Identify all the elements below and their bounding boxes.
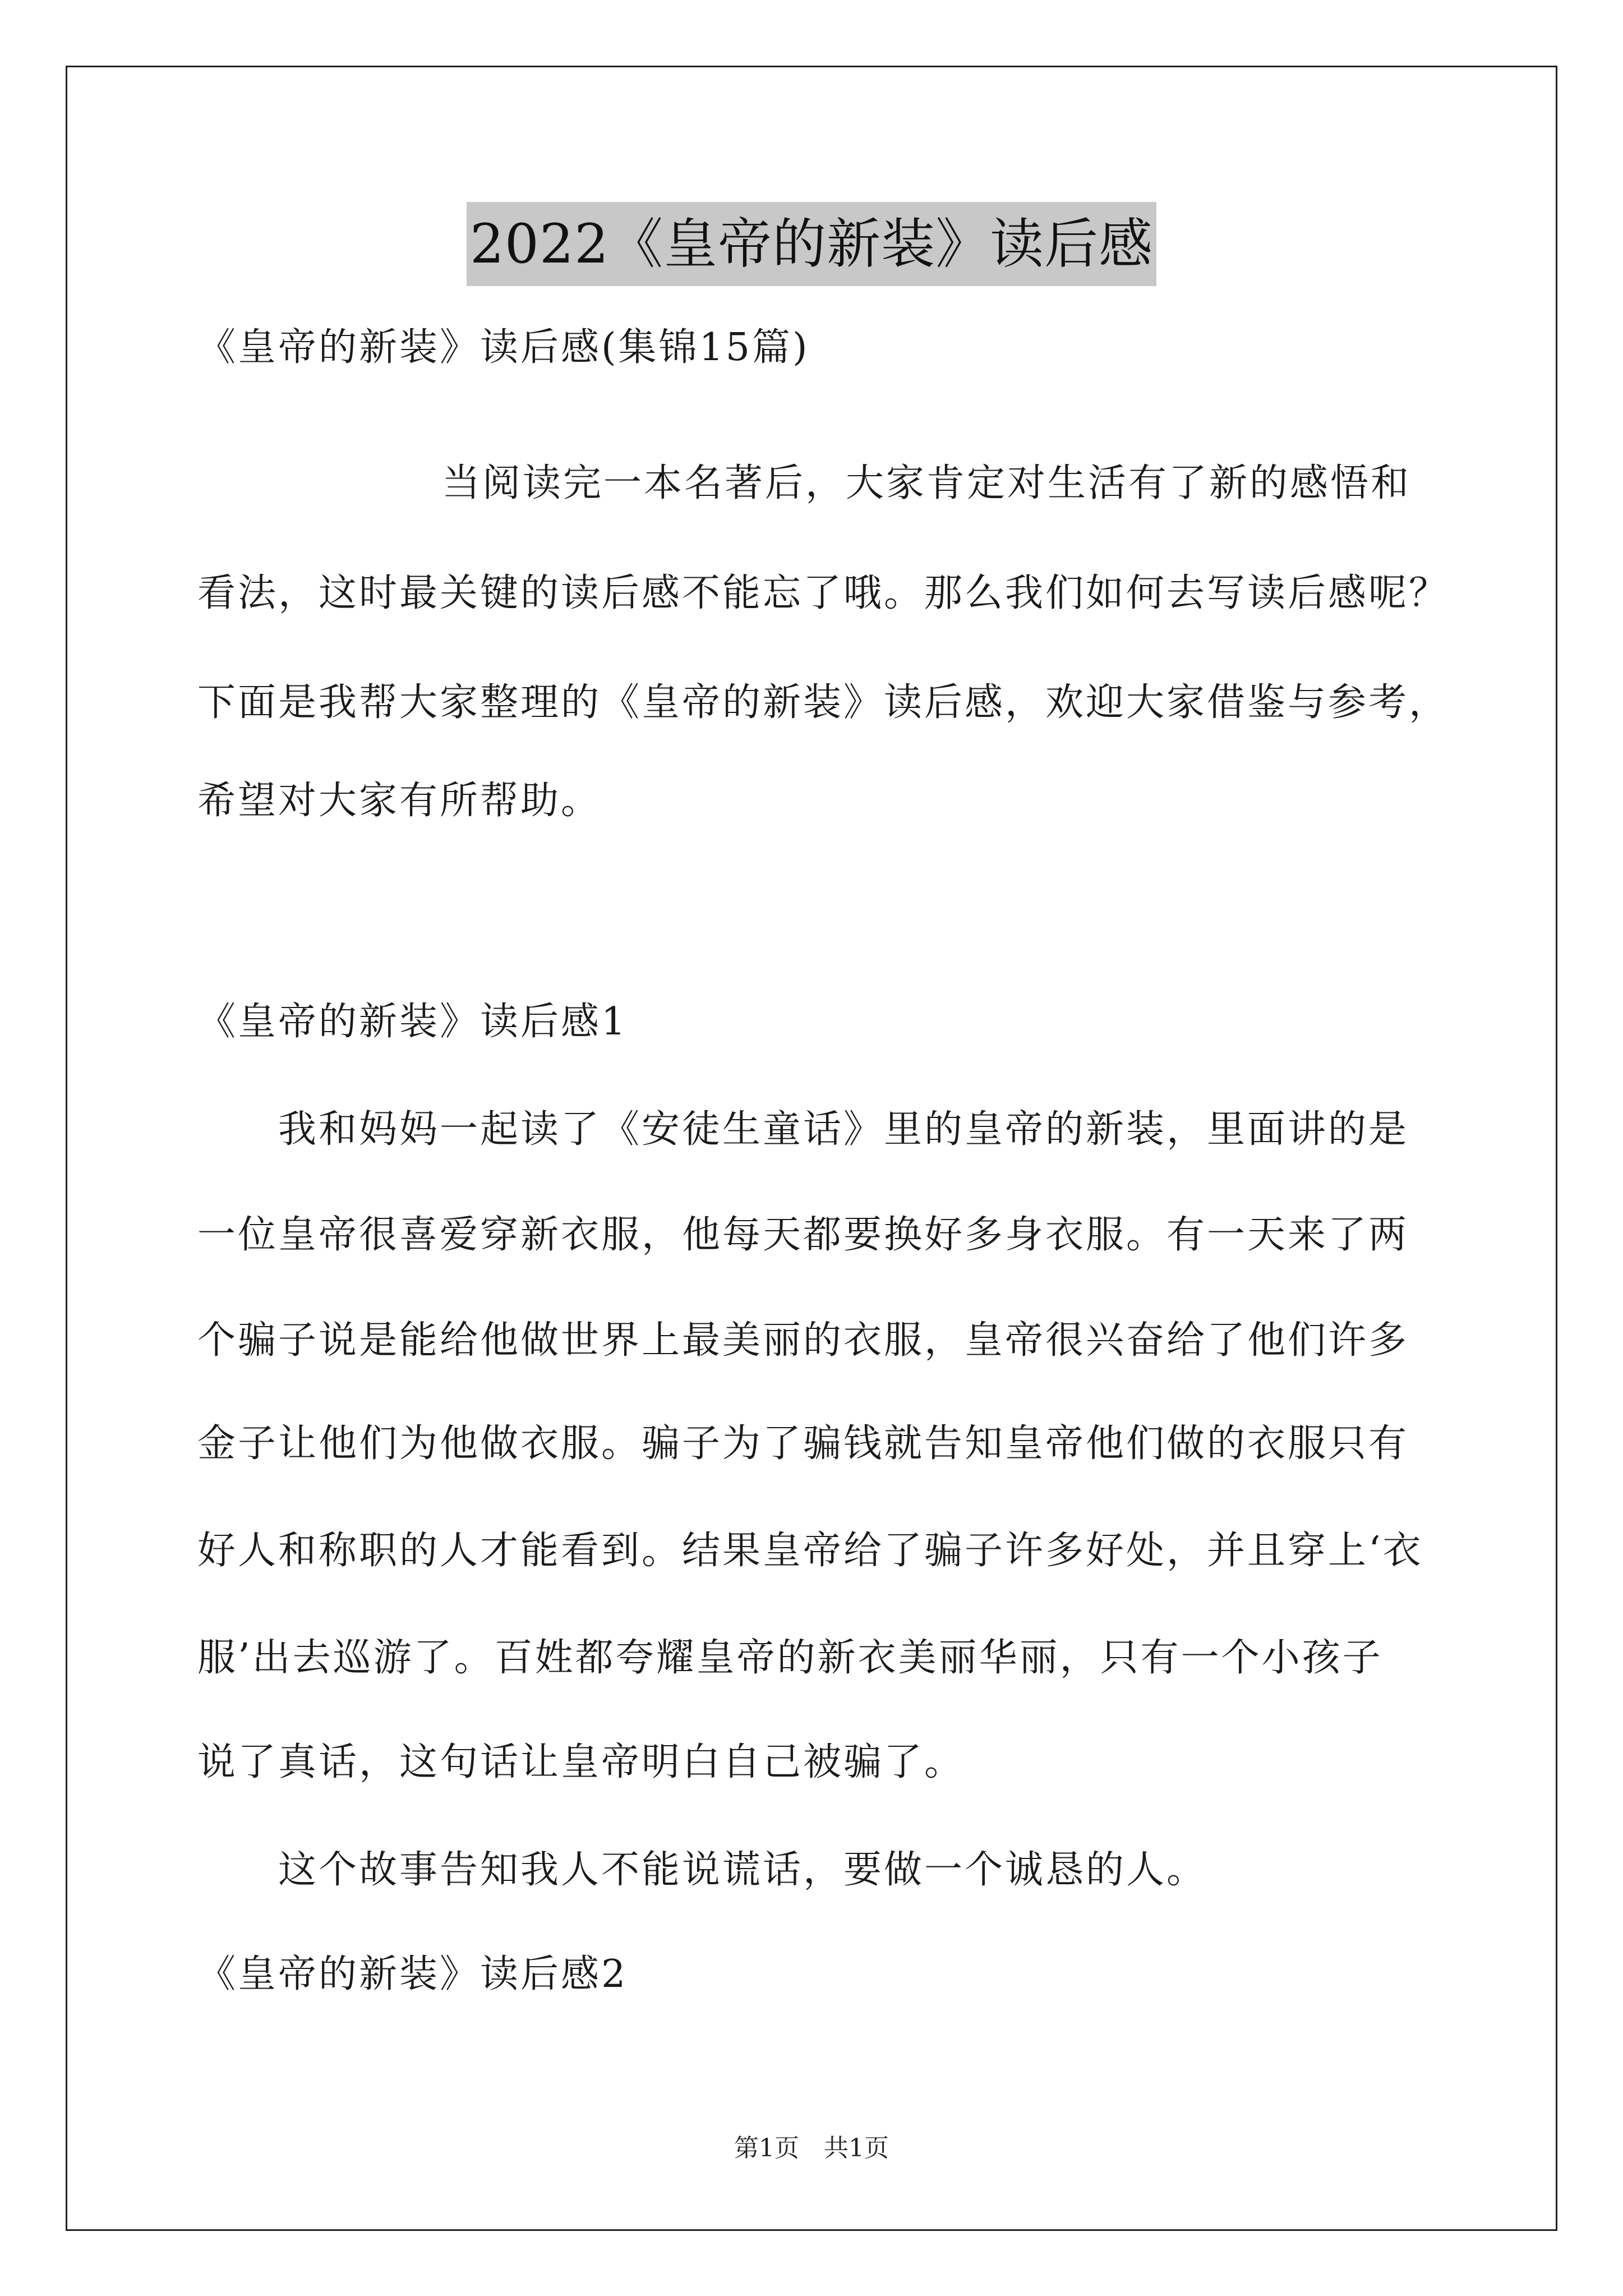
title-container bbox=[0, 202, 1623, 286]
page-footer: 第1页 共1页 bbox=[734, 2134, 889, 2162]
section-2-heading: 《皇帝的新装》读后感2 bbox=[197, 1952, 628, 1996]
document-title: 2022《皇帝的新装》读后感 bbox=[467, 202, 1156, 286]
intro-line-2: 看法，这时最关键的读后感不能忘了哦。那么我们如何去写读后感呢？ bbox=[197, 571, 1450, 615]
section-1-para-1-line-7: 说了真话，这句话让皇帝明白自己被骗了。 bbox=[197, 1740, 965, 1784]
section-1-para-1-line-5: 好人和称职的人才能看到。结果皇帝给了骗子许多好处，并且穿上‘衣 bbox=[197, 1529, 1423, 1573]
intro-line-1: 当阅读完一本名著后，大家肯定对生活有了新的感悟和 bbox=[442, 461, 1412, 505]
section-1-para-2: 这个故事告知我人不能说谎话，要做一个诚恳的人。 bbox=[278, 1848, 1207, 1892]
section-1-para-1-line-6: 服’出去巡游了。百姓都夸耀皇帝的新衣美丽华丽，只有一个小孩子 bbox=[197, 1636, 1383, 1680]
intro-line-4: 希望对大家有所帮助。 bbox=[197, 779, 602, 823]
section-1-para-1-line-2: 一位皇帝很喜爱穿新衣服，他每天都要换好多身衣服。有一天来了两 bbox=[197, 1213, 1409, 1257]
section-1-heading: 《皇帝的新装》读后感1 bbox=[197, 1000, 628, 1044]
section-1-para-1-line-4: 金子让他们为他做衣服。骗子为了骗钱就告知皇帝他们做的衣服只有 bbox=[197, 1421, 1409, 1466]
section-1-para-1-line-1: 我和妈妈一起读了《安徒生童话》里的皇帝的新装，里面讲的是 bbox=[278, 1107, 1409, 1152]
document-subtitle: 《皇帝的新装》读后感(集锦15篇) bbox=[197, 325, 810, 370]
intro-line-3: 下面是我帮大家整理的《皇帝的新装》读后感，欢迎大家借鉴与参考， bbox=[197, 680, 1450, 725]
section-1-para-1-line-3: 个骗子说是能给他做世界上最美丽的衣服，皇帝很兴奋给了他们许多 bbox=[197, 1318, 1409, 1363]
